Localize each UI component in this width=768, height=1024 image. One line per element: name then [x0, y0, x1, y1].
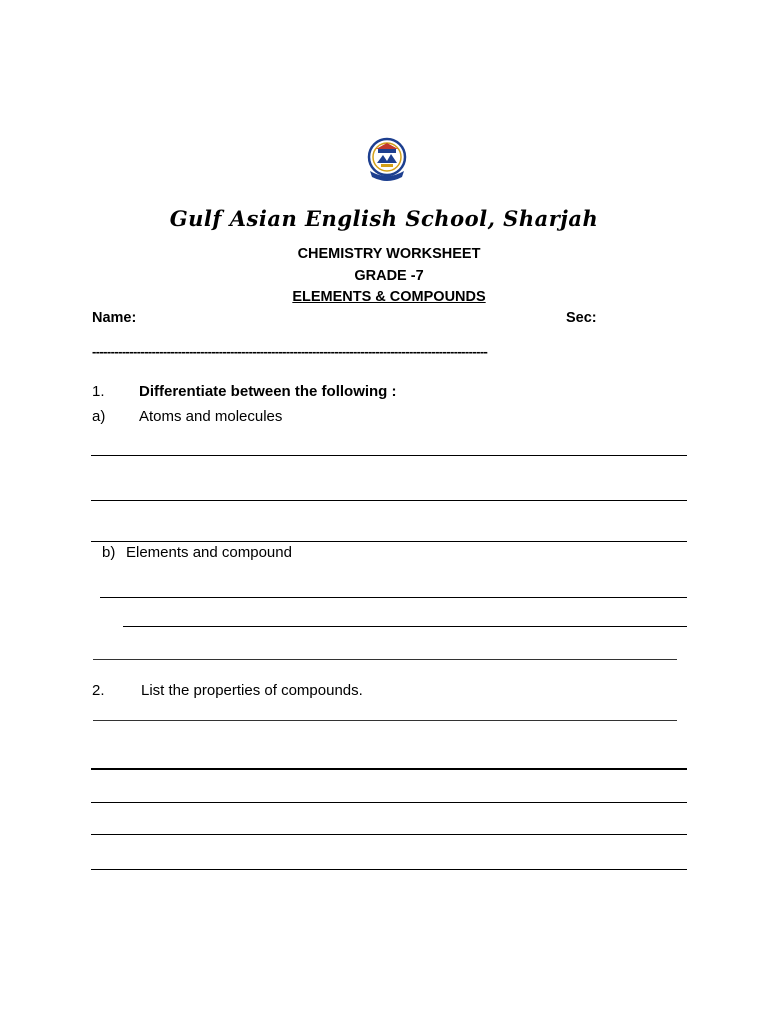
question-2-number: 2.	[92, 682, 105, 699]
part-b-label: b)	[102, 544, 116, 561]
answer-line[interactable]	[91, 834, 687, 835]
section-label: Sec:	[566, 310, 597, 326]
dashed-separator: ----------------------------------------------------------------------------------------------------------	[92, 344, 488, 359]
answer-line[interactable]	[91, 455, 687, 456]
answer-line[interactable]	[100, 597, 687, 598]
part-b-text: Elements and compound	[126, 544, 292, 561]
question-2-text: List the properties of compounds.	[141, 682, 363, 699]
answer-line[interactable]	[93, 720, 677, 721]
answer-line[interactable]	[91, 500, 687, 501]
question-1-text: Differentiate between the following :	[139, 383, 397, 400]
question-1-number: 1.	[92, 383, 105, 400]
school-name: Gulf Asian English School, Sharjah	[169, 206, 599, 231]
answer-line[interactable]	[123, 626, 687, 627]
name-label: Name:	[92, 310, 137, 326]
grade-label: GRADE -7	[354, 268, 424, 284]
answer-line[interactable]	[91, 869, 687, 870]
school-crest-icon	[364, 135, 410, 187]
topic-title-text: ELEMENTS & COMPOUNDS	[292, 289, 486, 305]
school-logo	[364, 135, 410, 187]
answer-line[interactable]	[93, 659, 677, 660]
part-a-text: Atoms and molecules	[139, 408, 283, 425]
part-a-label: a)	[92, 408, 106, 425]
answer-line[interactable]	[91, 802, 687, 803]
answer-line[interactable]	[91, 768, 687, 770]
worksheet-title: CHEMISTRY WORKSHEET	[297, 246, 481, 262]
topic-title	[0, 289, 768, 305]
answer-line[interactable]	[91, 541, 687, 542]
